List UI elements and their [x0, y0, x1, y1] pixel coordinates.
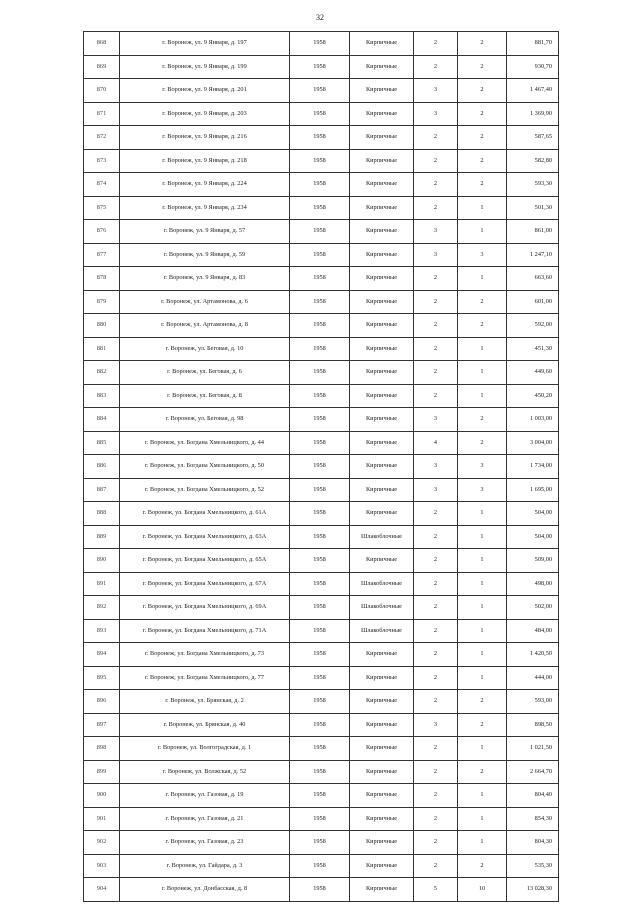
address-cell: г. Воронеж, ул. Волгоградская, д. 1: [120, 737, 290, 761]
table-row: [84, 126, 559, 150]
table-row: [84, 878, 559, 902]
entrances-cell: 2: [458, 690, 507, 714]
housing-registry-table: [83, 31, 559, 902]
area-cell: 502,00: [507, 596, 559, 620]
wall-material-cell: Кирпичные: [350, 807, 414, 831]
table-row: [84, 760, 559, 784]
table-row: [84, 408, 559, 432]
row-number-cell: 876: [84, 220, 120, 244]
floors-cell: 3: [414, 220, 458, 244]
entrances-cell: 2: [458, 102, 507, 126]
address-cell: г. Воронеж, ул. Газовая, д. 19: [120, 784, 290, 808]
year-built-cell: 1958: [290, 173, 350, 197]
wall-material-cell: Кирпичные: [350, 831, 414, 855]
entrances-cell: 1: [458, 619, 507, 643]
floors-cell: 2: [414, 854, 458, 878]
wall-material-cell: Кирпичные: [350, 455, 414, 479]
address-cell: г. Воронеж, ул. Беговая, д. 10: [120, 337, 290, 361]
table-row: [84, 243, 559, 267]
floors-cell: 3: [414, 408, 458, 432]
floors-cell: 3: [414, 713, 458, 737]
area-cell: 804,30: [507, 831, 559, 855]
area-cell: 451,30: [507, 337, 559, 361]
table-row: [84, 713, 559, 737]
table-row: [84, 737, 559, 761]
wall-material-cell: Кирпичные: [350, 32, 414, 56]
year-built-cell: 1958: [290, 55, 350, 79]
area-cell: 504,00: [507, 525, 559, 549]
row-number-cell: 887: [84, 478, 120, 502]
wall-material-cell: Кирпичные: [350, 643, 414, 667]
wall-material-cell: Кирпичные: [350, 666, 414, 690]
entrances-cell: 2: [458, 713, 507, 737]
wall-material-cell: Кирпичные: [350, 478, 414, 502]
wall-material-cell: Кирпичные: [350, 173, 414, 197]
row-number-cell: 895: [84, 666, 120, 690]
entrances-cell: 1: [458, 502, 507, 526]
entrances-cell: 2: [458, 760, 507, 784]
address-cell: г. Воронеж, ул. Газовая, д. 21: [120, 807, 290, 831]
area-cell: 861,00: [507, 220, 559, 244]
address-cell: г. Воронеж, ул. 9 Января, д. 216: [120, 126, 290, 150]
floors-cell: 2: [414, 502, 458, 526]
row-number-cell: 901: [84, 807, 120, 831]
area-cell: 601,00: [507, 290, 559, 314]
area-cell: 498,00: [507, 572, 559, 596]
area-cell: 449,60: [507, 361, 559, 385]
entrances-cell: 1: [458, 643, 507, 667]
row-number-cell: 890: [84, 549, 120, 573]
entrances-cell: 1: [458, 549, 507, 573]
table-row: [84, 32, 559, 56]
table-row: [84, 79, 559, 103]
entrances-cell: 1: [458, 737, 507, 761]
row-number-cell: 871: [84, 102, 120, 126]
entrances-cell: 3: [458, 243, 507, 267]
entrances-cell: 2: [458, 149, 507, 173]
row-number-cell: 884: [84, 408, 120, 432]
row-number-cell: 900: [84, 784, 120, 808]
area-cell: 1 467,40: [507, 79, 559, 103]
row-number-cell: 870: [84, 79, 120, 103]
wall-material-cell: Шлакоблочные: [350, 525, 414, 549]
table-row: [84, 784, 559, 808]
wall-material-cell: Кирпичные: [350, 102, 414, 126]
year-built-cell: 1958: [290, 619, 350, 643]
wall-material-cell: Кирпичные: [350, 784, 414, 808]
address-cell: г. Воронеж, ул. Богдана Хмельницкого, д. 50: [120, 455, 290, 479]
table-row: [84, 643, 559, 667]
wall-material-cell: Кирпичные: [350, 337, 414, 361]
year-built-cell: 1958: [290, 760, 350, 784]
year-built-cell: 1958: [290, 596, 350, 620]
entrances-cell: 1: [458, 666, 507, 690]
entrances-cell: 2: [458, 55, 507, 79]
address-cell: г. Воронеж, ул. Беговая, д. 98: [120, 408, 290, 432]
area-cell: 1 021,50: [507, 737, 559, 761]
entrances-cell: 1: [458, 361, 507, 385]
year-built-cell: 1958: [290, 807, 350, 831]
floors-cell: 3: [414, 455, 458, 479]
row-number-cell: 882: [84, 361, 120, 385]
address-cell: г. Воронеж, ул. Гайдара, д. 3: [120, 854, 290, 878]
floors-cell: 2: [414, 784, 458, 808]
row-number-cell: 868: [84, 32, 120, 56]
floors-cell: 2: [414, 760, 458, 784]
address-cell: г. Воронеж, ул. 9 Января, д. 57: [120, 220, 290, 244]
year-built-cell: 1958: [290, 572, 350, 596]
table-row: [84, 831, 559, 855]
address-cell: г. Воронеж, ул. Богдана Хмельницкого, д. 61А: [120, 502, 290, 526]
wall-material-cell: Шлакоблочные: [350, 572, 414, 596]
wall-material-cell: Кирпичные: [350, 737, 414, 761]
address-cell: г. Воронеж, ул. Брянская, д. 2: [120, 690, 290, 714]
row-number-cell: 897: [84, 713, 120, 737]
address-cell: г. Воронеж, ул. Газовая, д. 23: [120, 831, 290, 855]
floors-cell: 2: [414, 32, 458, 56]
year-built-cell: 1958: [290, 643, 350, 667]
address-cell: г. Воронеж, ул. Богдана Хмельницкого, д. 73: [120, 643, 290, 667]
address-cell: г. Воронеж, ул. 9 Января, д. 203: [120, 102, 290, 126]
address-cell: г. Воронеж, ул. 9 Января, д. 218: [120, 149, 290, 173]
address-cell: г. Воронеж, ул. Богдана Хмельницкого, д. 65А: [120, 549, 290, 573]
area-cell: 1 420,50: [507, 643, 559, 667]
area-cell: 854,30: [507, 807, 559, 831]
year-built-cell: 1958: [290, 408, 350, 432]
entrances-cell: 1: [458, 831, 507, 855]
table-row: [84, 337, 559, 361]
area-cell: 898,50: [507, 713, 559, 737]
address-cell: г. Воронеж, ул. Богдана Хмельницкого, д. 44: [120, 431, 290, 455]
wall-material-cell: Кирпичные: [350, 196, 414, 220]
row-number-cell: 888: [84, 502, 120, 526]
entrances-cell: 1: [458, 337, 507, 361]
area-cell: 13 028,30: [507, 878, 559, 902]
entrances-cell: 3: [458, 478, 507, 502]
wall-material-cell: Кирпичные: [350, 290, 414, 314]
area-cell: 3 004,00: [507, 431, 559, 455]
table-body: [84, 32, 559, 902]
table-row: [84, 173, 559, 197]
floors-cell: 2: [414, 314, 458, 338]
row-number-cell: 898: [84, 737, 120, 761]
entrances-cell: 2: [458, 173, 507, 197]
floors-cell: 2: [414, 619, 458, 643]
area-cell: 593,00: [507, 690, 559, 714]
row-number-cell: 894: [84, 643, 120, 667]
table-row: [84, 361, 559, 385]
row-number-cell: 896: [84, 690, 120, 714]
row-number-cell: 892: [84, 596, 120, 620]
wall-material-cell: Кирпичные: [350, 55, 414, 79]
row-number-cell: 879: [84, 290, 120, 314]
entrances-cell: 10: [458, 878, 507, 902]
entrances-cell: 2: [458, 431, 507, 455]
entrances-cell: 1: [458, 384, 507, 408]
address-cell: г. Воронеж, ул. Богдана Хмельницкого, д. 63А: [120, 525, 290, 549]
year-built-cell: 1958: [290, 290, 350, 314]
entrances-cell: 2: [458, 32, 507, 56]
entrances-cell: 1: [458, 525, 507, 549]
year-built-cell: 1958: [290, 713, 350, 737]
table-row: [84, 525, 559, 549]
area-cell: 587,65: [507, 126, 559, 150]
year-built-cell: 1958: [290, 196, 350, 220]
row-number-cell: 886: [84, 455, 120, 479]
wall-material-cell: Кирпичные: [350, 408, 414, 432]
wall-material-cell: Кирпичные: [350, 502, 414, 526]
address-cell: г. Воронеж, ул. Беговая, д. 8: [120, 384, 290, 408]
wall-material-cell: Кирпичные: [350, 878, 414, 902]
area-cell: 1 003,00: [507, 408, 559, 432]
year-built-cell: 1958: [290, 220, 350, 244]
address-cell: г. Воронеж, ул. Брянская, д. 40: [120, 713, 290, 737]
area-cell: 1 247,10: [507, 243, 559, 267]
year-built-cell: 1958: [290, 784, 350, 808]
floors-cell: 2: [414, 337, 458, 361]
floors-cell: 2: [414, 525, 458, 549]
year-built-cell: 1958: [290, 690, 350, 714]
floors-cell: 2: [414, 549, 458, 573]
table-row: [84, 55, 559, 79]
year-built-cell: 1958: [290, 337, 350, 361]
year-built-cell: 1958: [290, 384, 350, 408]
floors-cell: 2: [414, 831, 458, 855]
area-cell: 444,00: [507, 666, 559, 690]
address-cell: г. Воронеж, ул. Артамонова, д. 6: [120, 290, 290, 314]
wall-material-cell: Кирпичные: [350, 220, 414, 244]
row-number-cell: 877: [84, 243, 120, 267]
year-built-cell: 1958: [290, 525, 350, 549]
year-built-cell: 1958: [290, 126, 350, 150]
floors-cell: 2: [414, 361, 458, 385]
area-cell: 2 664,70: [507, 760, 559, 784]
floors-cell: 2: [414, 737, 458, 761]
entrances-cell: 1: [458, 196, 507, 220]
address-cell: г. Воронеж, ул. Донбасская, д. 8: [120, 878, 290, 902]
row-number-cell: 873: [84, 149, 120, 173]
floors-cell: 2: [414, 572, 458, 596]
area-cell: 1 369,90: [507, 102, 559, 126]
row-number-cell: 904: [84, 878, 120, 902]
table-row: [84, 807, 559, 831]
table-row: [84, 384, 559, 408]
table-row: [84, 596, 559, 620]
year-built-cell: 1958: [290, 102, 350, 126]
row-number-cell: 899: [84, 760, 120, 784]
wall-material-cell: Кирпичные: [350, 314, 414, 338]
year-built-cell: 1958: [290, 149, 350, 173]
floors-cell: 2: [414, 384, 458, 408]
floors-cell: 2: [414, 690, 458, 714]
row-number-cell: 883: [84, 384, 120, 408]
row-number-cell: 889: [84, 525, 120, 549]
address-cell: г. Воронеж, ул. 9 Января, д. 199: [120, 55, 290, 79]
floors-cell: 3: [414, 102, 458, 126]
table-row: [84, 314, 559, 338]
row-number-cell: 903: [84, 854, 120, 878]
wall-material-cell: Кирпичные: [350, 690, 414, 714]
floors-cell: 3: [414, 79, 458, 103]
year-built-cell: 1958: [290, 737, 350, 761]
table-row: [84, 196, 559, 220]
wall-material-cell: Кирпичные: [350, 713, 414, 737]
wall-material-cell: Кирпичные: [350, 760, 414, 784]
wall-material-cell: Кирпичные: [350, 431, 414, 455]
floors-cell: 3: [414, 243, 458, 267]
area-cell: 450,20: [507, 384, 559, 408]
year-built-cell: 1958: [290, 478, 350, 502]
wall-material-cell: Шлакоблочные: [350, 619, 414, 643]
row-number-cell: 891: [84, 572, 120, 596]
area-cell: 535,30: [507, 854, 559, 878]
address-cell: г. Воронеж, ул. Богдана Хмельницкого, д. 77: [120, 666, 290, 690]
area-cell: 509,00: [507, 549, 559, 573]
year-built-cell: 1958: [290, 502, 350, 526]
table-row: [84, 478, 559, 502]
year-built-cell: 1958: [290, 666, 350, 690]
table-row: [84, 149, 559, 173]
row-number-cell: 893: [84, 619, 120, 643]
year-built-cell: 1958: [290, 267, 350, 291]
table-row: [84, 220, 559, 244]
entrances-cell: 2: [458, 290, 507, 314]
address-cell: г. Воронеж, ул. Богдана Хмельницкого, д. 69А: [120, 596, 290, 620]
wall-material-cell: Кирпичные: [350, 79, 414, 103]
table-row: [84, 549, 559, 573]
address-cell: г. Воронеж, ул. 9 Января, д. 197: [120, 32, 290, 56]
wall-material-cell: Кирпичные: [350, 549, 414, 573]
wall-material-cell: Кирпичные: [350, 126, 414, 150]
area-cell: 504,00: [507, 502, 559, 526]
year-built-cell: 1958: [290, 32, 350, 56]
entrances-cell: 1: [458, 572, 507, 596]
table-row: [84, 267, 559, 291]
entrances-cell: 1: [458, 784, 507, 808]
year-built-cell: 1958: [290, 854, 350, 878]
area-cell: 881,70: [507, 32, 559, 56]
entrances-cell: 2: [458, 408, 507, 432]
floors-cell: 2: [414, 643, 458, 667]
area-cell: 501,30: [507, 196, 559, 220]
year-built-cell: 1958: [290, 79, 350, 103]
floors-cell: 2: [414, 290, 458, 314]
floors-cell: 2: [414, 126, 458, 150]
entrances-cell: 2: [458, 314, 507, 338]
wall-material-cell: Кирпичные: [350, 384, 414, 408]
address-cell: г. Воронеж, ул. Богдана Хмельницкого, д. 71А: [120, 619, 290, 643]
entrances-cell: 2: [458, 126, 507, 150]
page-number: 32: [316, 13, 324, 22]
entrances-cell: 1: [458, 267, 507, 291]
table-row: [84, 502, 559, 526]
address-cell: г. Воронеж, ул. 9 Января, д. 83: [120, 267, 290, 291]
year-built-cell: 1958: [290, 831, 350, 855]
year-built-cell: 1958: [290, 361, 350, 385]
table-row: [84, 572, 559, 596]
row-number-cell: 869: [84, 55, 120, 79]
address-cell: г. Воронеж, ул. Богдана Хмельницкого, д. 67А: [120, 572, 290, 596]
floors-cell: 3: [414, 478, 458, 502]
table-row: [84, 431, 559, 455]
row-number-cell: 880: [84, 314, 120, 338]
wall-material-cell: Кирпичные: [350, 149, 414, 173]
entrances-cell: 1: [458, 807, 507, 831]
wall-material-cell: Кирпичные: [350, 243, 414, 267]
year-built-cell: 1958: [290, 549, 350, 573]
address-cell: г. Воронеж, ул. Волжская, д. 52: [120, 760, 290, 784]
year-built-cell: 1958: [290, 431, 350, 455]
floors-cell: 2: [414, 267, 458, 291]
area-cell: 1 695,00: [507, 478, 559, 502]
floors-cell: 2: [414, 149, 458, 173]
entrances-cell: 1: [458, 220, 507, 244]
floors-cell: 2: [414, 55, 458, 79]
row-number-cell: 874: [84, 173, 120, 197]
entrances-cell: 2: [458, 854, 507, 878]
floors-cell: 5: [414, 878, 458, 902]
row-number-cell: 872: [84, 126, 120, 150]
table-row: [84, 619, 559, 643]
table-row: [84, 854, 559, 878]
table-row: [84, 290, 559, 314]
address-cell: г. Воронеж, ул. 9 Января, д. 234: [120, 196, 290, 220]
address-cell: г. Воронеж, ул. Беговая, д. 6: [120, 361, 290, 385]
floors-cell: 2: [414, 196, 458, 220]
year-built-cell: 1958: [290, 455, 350, 479]
row-number-cell: 885: [84, 431, 120, 455]
address-cell: г. Воронеж, ул. Богдана Хмельницкого, д. 52: [120, 478, 290, 502]
table-row: [84, 455, 559, 479]
address-cell: г. Воронеж, ул. 9 Января, д. 59: [120, 243, 290, 267]
table-row: [84, 102, 559, 126]
entrances-cell: 2: [458, 79, 507, 103]
entrances-cell: 3: [458, 455, 507, 479]
area-cell: 592,00: [507, 314, 559, 338]
table-row: [84, 666, 559, 690]
wall-material-cell: Кирпичные: [350, 267, 414, 291]
address-cell: г. Воронеж, ул. Артамонова, д. 8: [120, 314, 290, 338]
entrances-cell: 1: [458, 596, 507, 620]
area-cell: 484,00: [507, 619, 559, 643]
area-cell: 1 734,00: [507, 455, 559, 479]
year-built-cell: 1958: [290, 314, 350, 338]
floors-cell: 2: [414, 807, 458, 831]
floors-cell: 2: [414, 596, 458, 620]
address-cell: г. Воронеж, ул. 9 Января, д. 224: [120, 173, 290, 197]
area-cell: 593,30: [507, 173, 559, 197]
row-number-cell: 902: [84, 831, 120, 855]
area-cell: 582,80: [507, 149, 559, 173]
area-cell: 804,40: [507, 784, 559, 808]
table-row: [84, 690, 559, 714]
floors-cell: 2: [414, 173, 458, 197]
area-cell: 663,60: [507, 267, 559, 291]
year-built-cell: 1958: [290, 243, 350, 267]
row-number-cell: 875: [84, 196, 120, 220]
wall-material-cell: Кирпичные: [350, 361, 414, 385]
row-number-cell: 878: [84, 267, 120, 291]
row-number-cell: 881: [84, 337, 120, 361]
wall-material-cell: Кирпичные: [350, 854, 414, 878]
address-cell: г. Воронеж, ул. 9 Января, д. 201: [120, 79, 290, 103]
floors-cell: 2: [414, 666, 458, 690]
area-cell: 930,70: [507, 55, 559, 79]
floors-cell: 4: [414, 431, 458, 455]
year-built-cell: 1958: [290, 878, 350, 902]
wall-material-cell: Шлакоблочные: [350, 596, 414, 620]
